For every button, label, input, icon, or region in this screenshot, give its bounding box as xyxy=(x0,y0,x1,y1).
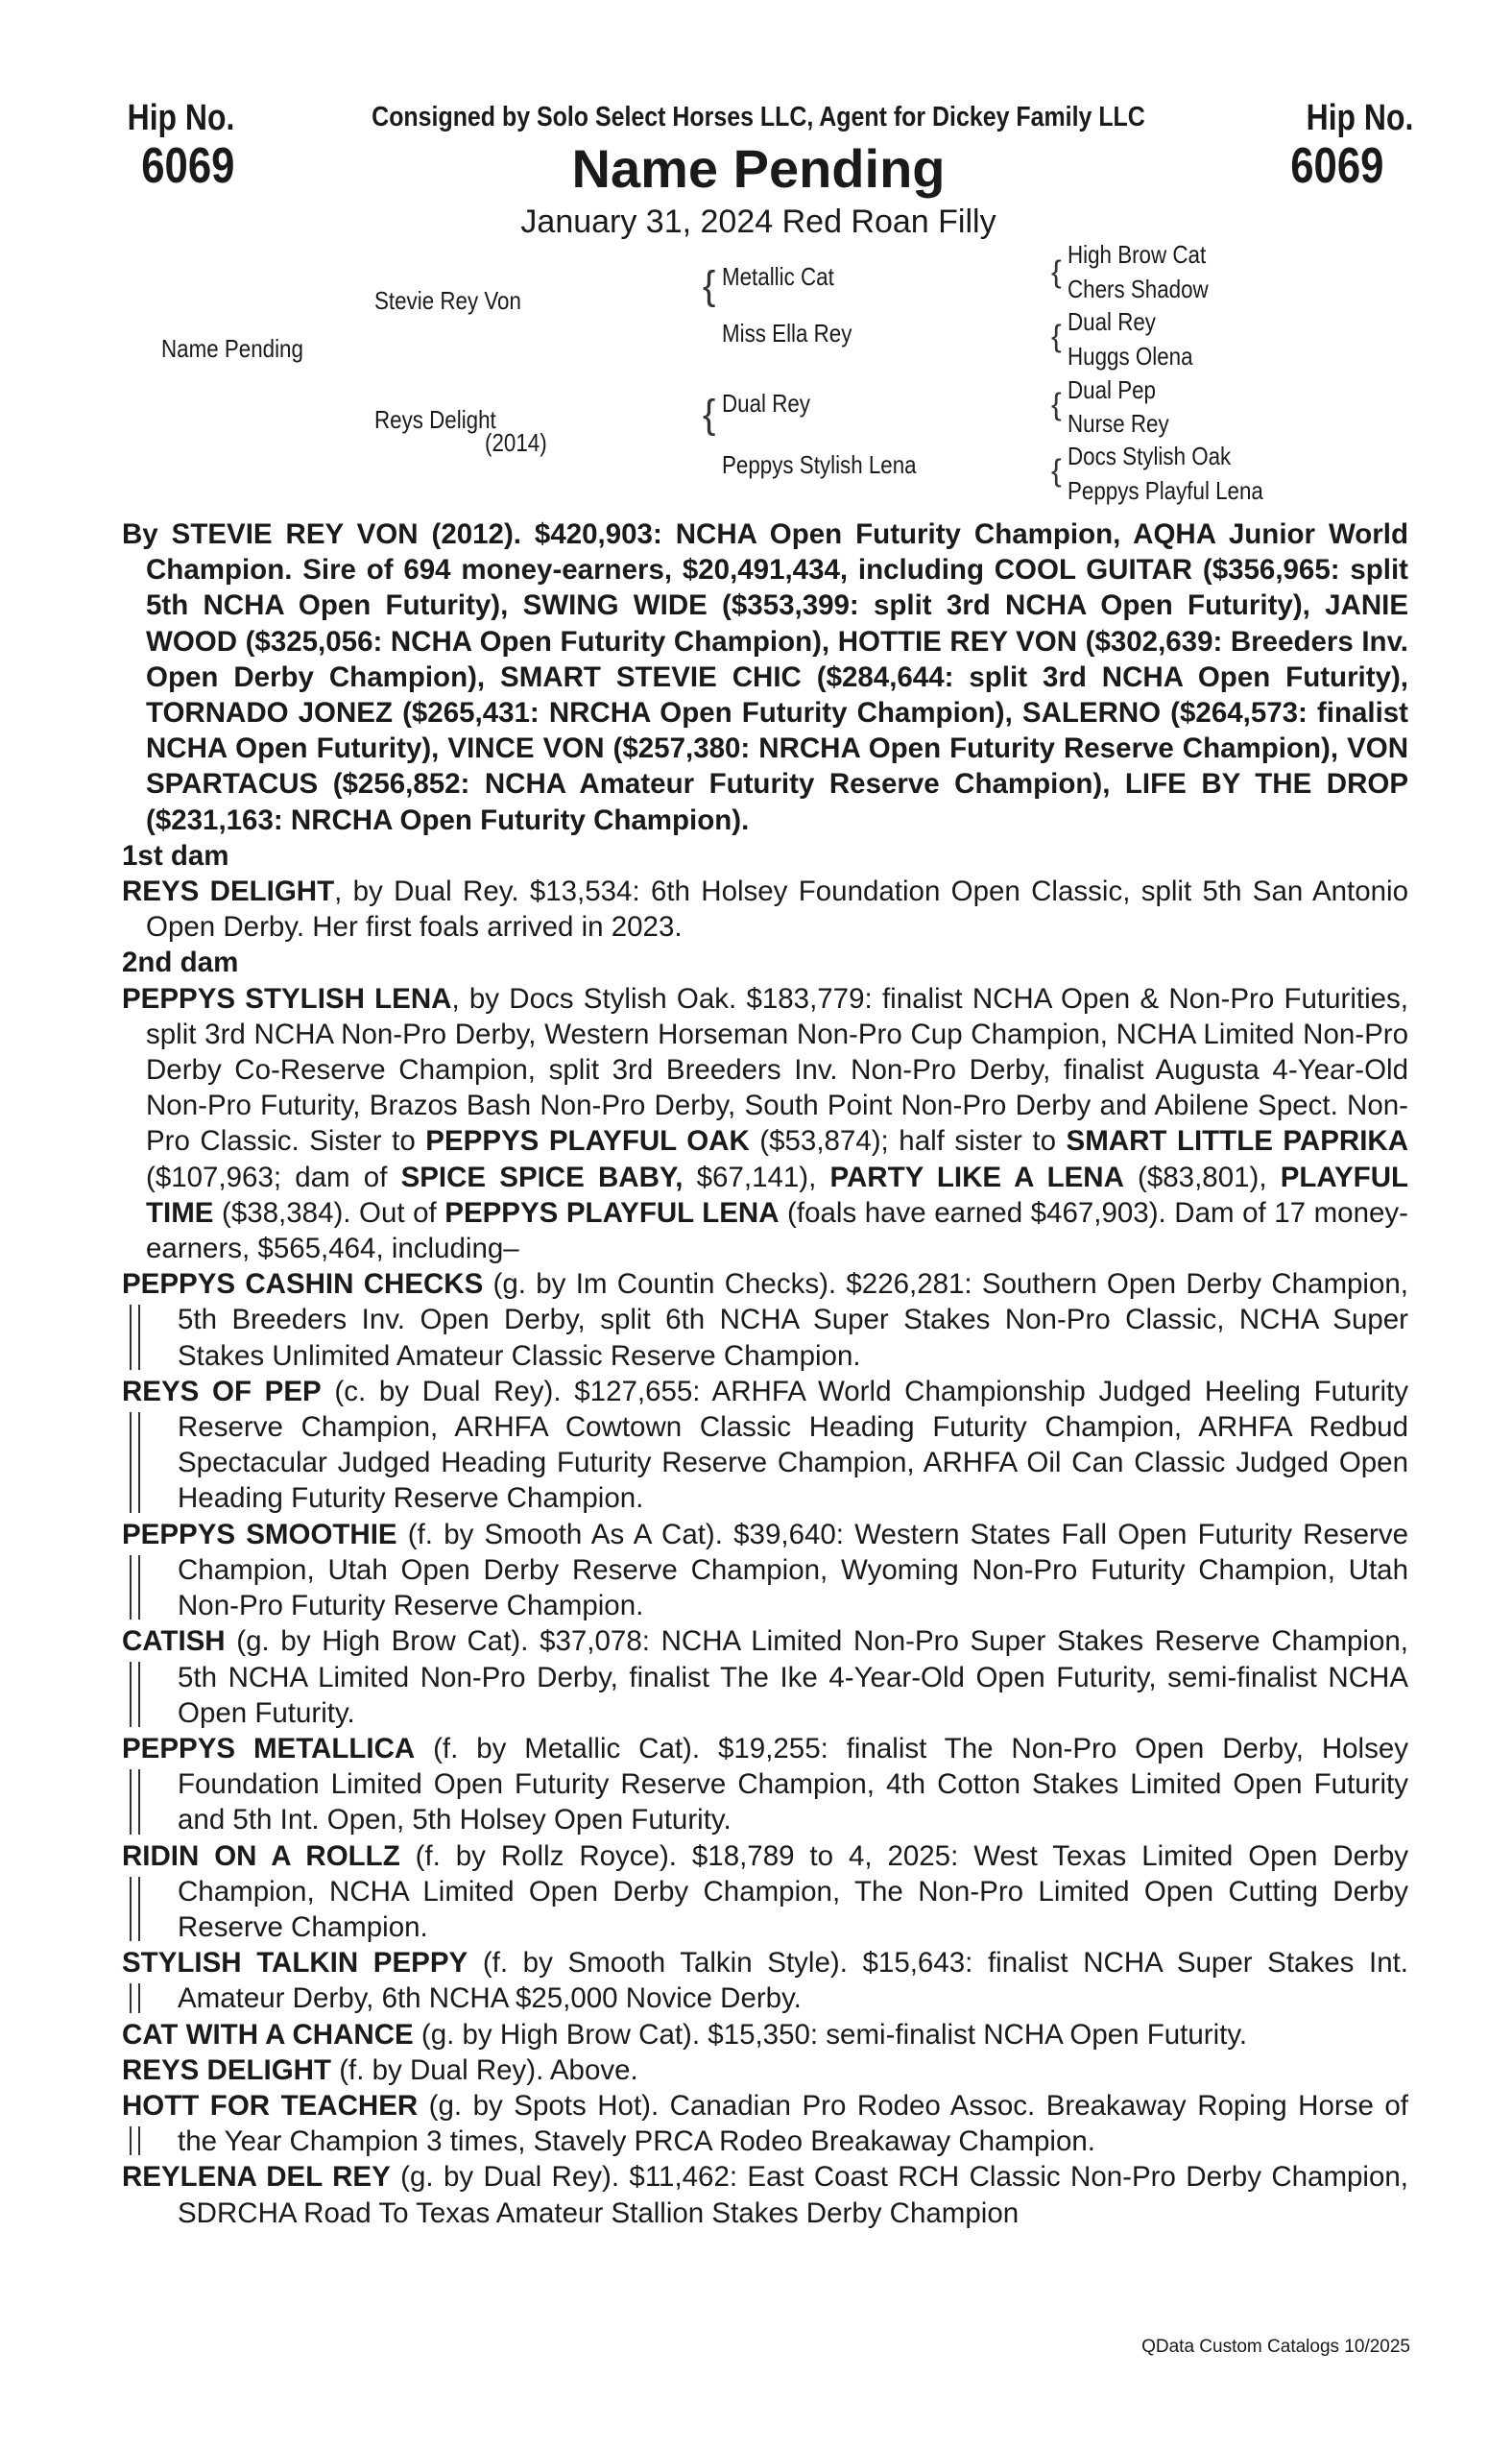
produce-entry xyxy=(122,2017,1408,2052)
produce-entry xyxy=(122,1517,1408,1624)
produce-name: REYLENA DEL REY xyxy=(122,2161,391,2194)
pedigree-subject: Name Pending xyxy=(161,334,303,363)
first-dam-text: , by Dual Rey. $13,534: 6th Holsey Foundation Open Classic, split 5th San Antonio Open Derby. Her first foals arrived in 2023. xyxy=(146,876,1408,944)
relative-name: SPICE SPICE BABY, xyxy=(400,1161,684,1193)
hip-number-left: 6069 xyxy=(141,138,235,194)
produce-text: (f. by Rollz Royce). $18,789 to 4, 2025: West Texas Limited Open Derby Champion, NCHA Limited Open Derby Champion, The Non-Pro Limited Open Cutting Derby Reserve Champion. xyxy=(178,1839,1408,1943)
pedigree-dam-dam: Peppys Stylish Lena xyxy=(722,450,917,479)
produce-entry xyxy=(122,1374,1408,1517)
produce-name: REYS DELIGHT xyxy=(122,2053,331,2086)
pedigree-g2: Chers Shadow xyxy=(1068,275,1209,303)
brace-icon: { xyxy=(1051,453,1062,488)
horse-name-title: Name Pending xyxy=(571,138,946,199)
produce-text: (f. by Smooth Talkin Style). $15,643: finalist NCHA Super Stakes Int. Amateur Derby, 6th NCHA $25,000 Novice Derby. xyxy=(178,1947,1408,2015)
hip-label-left: Hip No. xyxy=(127,98,235,138)
first-dam-paragraph xyxy=(122,874,1408,945)
produce-entry xyxy=(122,1945,1408,2016)
produce-entry xyxy=(122,1838,1408,1946)
second-dam-name: PEPPYS STYLISH LENA xyxy=(122,982,452,1015)
produce-entry xyxy=(122,2088,1408,2159)
second-dam-text: (foals have earned $467,903). Dam of 17 money-earners, $565,464, including– xyxy=(146,1196,1408,1265)
relative-name: PEPPYS PLAYFUL OAK xyxy=(425,1125,750,1158)
produce-entry xyxy=(122,1266,1408,1374)
relative-name: PLAYFUL TIME xyxy=(146,1161,1409,1229)
pedigree-dam-sire: Dual Rey xyxy=(722,389,810,418)
double-bar-marker xyxy=(130,1555,140,1620)
produce-list xyxy=(122,1266,1408,2230)
produce-name: HOTT FOR TEACHER xyxy=(122,2089,419,2122)
first-dam-name: REYS DELIGHT xyxy=(122,876,335,908)
produce-entry xyxy=(122,1623,1408,1731)
pedigree-g1: High Brow Cat xyxy=(1068,240,1207,269)
catalog-text xyxy=(122,516,1408,2231)
produce-name: CATISH xyxy=(122,1625,226,1658)
footer-credit: QData Custom Catalogs 10/2025 xyxy=(1141,2337,1410,2357)
second-dam-text: ($83,801), xyxy=(1123,1161,1281,1193)
double-bar-marker xyxy=(130,1769,140,1835)
relative-name: SMART LITTLE PAPRIKA xyxy=(1066,1125,1408,1158)
double-bar-marker xyxy=(130,1983,140,2012)
brace-icon: { xyxy=(703,263,716,309)
produce-text: (g. by Spots Hot). Canadian Pro Rodeo Assoc. Breakaway Roping Horse of the Year Champion 3 times, Stavely PRCA Rodeo Breakaway Champion. xyxy=(178,2089,1408,2158)
hip-label-right: Hip No. xyxy=(1306,98,1414,138)
sire-paragraph: By STEVIE REY VON (2012). $420,903: NCHA Open Futurity Champion, AQHA Junior World Champion. Sire of 694 money-earners, $20,491,434, including COOL GUITAR ($356,965: split 5th NCHA Open Futurity), SWING WIDE ($353,399: split 3rd NCHA Open Futurity), JANIE WOOD ($325,056: NCHA Open Futurity Champion), HOTTIE REY VON ($302,639: Breeders Inv. Open Derby Champion), SMART STEVIE CHIC ($284,644: split 3rd NCHA Open Futurity), TORNADO JONEZ ($265,431: NRCHA Open Futurity Champion), SALERNO ($264,573: finalist NCHA Open Futurity), VINCE VON ($257,380: NRCHA Open Futurity Reserve Champion), VON SPARTACUS ($256,852: NCHA Amateur Futurity Reserve Champion), LIFE BY THE DROP ($231,163: NRCHA Open Futurity Champion). xyxy=(122,518,1408,836)
double-bar-marker xyxy=(130,1877,140,1942)
produce-text: (f. by Dual Rey). Above. xyxy=(331,2053,638,2086)
double-bar-marker xyxy=(130,1305,140,1370)
pedigree-g3: Dual Rey xyxy=(1068,307,1156,336)
pedigree-sire: Stevie Rey Von xyxy=(374,286,521,315)
consignor-line: Consigned by Solo Select Horses LLC, Agent for Dickey Family LLC xyxy=(372,102,1145,132)
brace-icon: { xyxy=(1051,254,1062,289)
second-dam-text: ($53,874); half sister to xyxy=(749,1125,1067,1158)
produce-text: (g. by Dual Rey). $11,462: East Coast RCH Classic Non-Pro Derby Champion, SDRCHA Road To Texas Amateur Stallion Stakes Derby Champion xyxy=(178,2161,1409,2229)
produce-text: (f. by Metallic Cat). $19,255: finalist The Non-Pro Open Derby, Holsey Foundation Limited Open Futurity Reserve Champion, 4th Cotton Stakes Limited Open Futurity and 5th Int. Open, 5th Holsey Open Futurity. xyxy=(178,1732,1408,1836)
pedigree-dam: Reys Delight xyxy=(374,405,496,434)
hip-number-right: 6069 xyxy=(1290,138,1384,194)
pedigree-sire-sire: Metallic Cat xyxy=(722,262,834,291)
pedigree-dam-year: (2014) xyxy=(485,428,547,457)
produce-text: (g. by High Brow Cat). $37,078: NCHA Limited Non-Pro Super Stakes Reserve Champion, 5th NCHA Limited Non-Pro Derby, finalist The Ike 4-Year-Old Open Futurity, semi-finalist NCHA Open Futurity. xyxy=(178,1625,1408,1729)
double-bar-marker xyxy=(130,1412,140,1513)
produce-text: (f. by Smooth As A Cat). $39,640: Western States Fall Open Futurity Reserve Champion, Utah Open Derby Reserve Champion, Wyoming Non-Pro Futurity Champion, Utah Non-Pro Futurity Reserve Champion. xyxy=(178,1518,1408,1622)
produce-name: STYLISH TALKIN PEPPY xyxy=(122,1947,468,1980)
first-dam-heading: 1st dam xyxy=(122,839,229,872)
produce-text: (g. by High Brow Cat). $15,350: semi-finalist NCHA Open Futurity. xyxy=(413,2018,1248,2051)
foaling-line: January 31, 2024 Red Roan Filly xyxy=(520,204,996,240)
second-dam-text: $67,141), xyxy=(683,1161,830,1193)
pedigree-g4: Huggs Olena xyxy=(1068,342,1193,371)
produce-text: (c. by Dual Rey). $127,655: ARHFA World Championship Judged Heeling Futurity Reserve Champion, ARHFA Cowtown Classic Heading Futurity Champion, ARHFA Redbud Spectacular Judged Heading Futurity Reserve Champion, ARHFA Oil Can Classic Judged Open Heading Futurity Reserve Champion. xyxy=(178,1375,1408,1515)
pedigree-sire-dam: Miss Ella Rey xyxy=(722,319,852,348)
produce-entry xyxy=(122,2052,1408,2088)
pedigree-g7: Docs Stylish Oak xyxy=(1068,442,1232,470)
produce-name: RIDIN ON A ROLLZ xyxy=(122,1839,400,1872)
brace-icon: { xyxy=(703,392,716,438)
relative-name: PARTY LIKE A LENA xyxy=(829,1161,1124,1193)
produce-entry xyxy=(122,1731,1408,1838)
second-dam-text: , by Docs Stylish Oak. $183,779: finalist NCHA Open & Non-Pro Futurities, split 3rd NCHA Non-Pro Derby, Western Horseman Non-Pro Cup Champion, NCHA Limited Non-Pro Derby Co-Reserve Champion, split 3rd Breeders Inv. Non-Pro Derby, finalist Augusta 4-Year-Old Non-Pro Futurity, Brazos Bash Non-Pro Derby, South Point Non-Pro Derby and Abilene Spect. Non-Pro Classic. Sister to xyxy=(146,982,1408,1158)
relative-name: PEPPYS PLAYFUL LENA xyxy=(444,1196,780,1229)
pedigree-g5: Dual Pep xyxy=(1068,375,1156,404)
produce-name: PEPPYS SMOOTHIE xyxy=(122,1518,397,1550)
second-dam-paragraph xyxy=(122,981,1408,1267)
produce-name: PEPPYS METALLICA xyxy=(122,1732,416,1764)
produce-name: REYS OF PEP xyxy=(122,1375,322,1407)
produce-text: (g. by Im Countin Checks). $226,281: Southern Open Derby Champion, 5th Breeders Inv. Open Derby, split 6th NCHA Super Stakes Non-Pro Classic, NCHA Super Stakes Unlimited Amateur Classic Reserve Champion. xyxy=(178,1268,1408,1372)
produce-name: CAT WITH A CHANCE xyxy=(122,2018,414,2051)
second-dam-text: ($38,384). Out of xyxy=(213,1196,445,1229)
double-bar-marker xyxy=(130,1662,140,1727)
pedigree-g6: Nurse Rey xyxy=(1068,409,1169,438)
produce-name: PEPPYS CASHIN CHECKS xyxy=(122,1268,484,1301)
second-dam-text: ($107,963; dam of xyxy=(146,1161,401,1193)
pedigree-g8: Peppys Playful Lena xyxy=(1068,476,1263,505)
double-bar-marker xyxy=(130,2126,140,2155)
produce-entry xyxy=(122,2159,1408,2230)
brace-icon: { xyxy=(1051,387,1062,421)
brace-icon: { xyxy=(1051,319,1062,353)
second-dam-heading: 2nd dam xyxy=(122,947,239,979)
